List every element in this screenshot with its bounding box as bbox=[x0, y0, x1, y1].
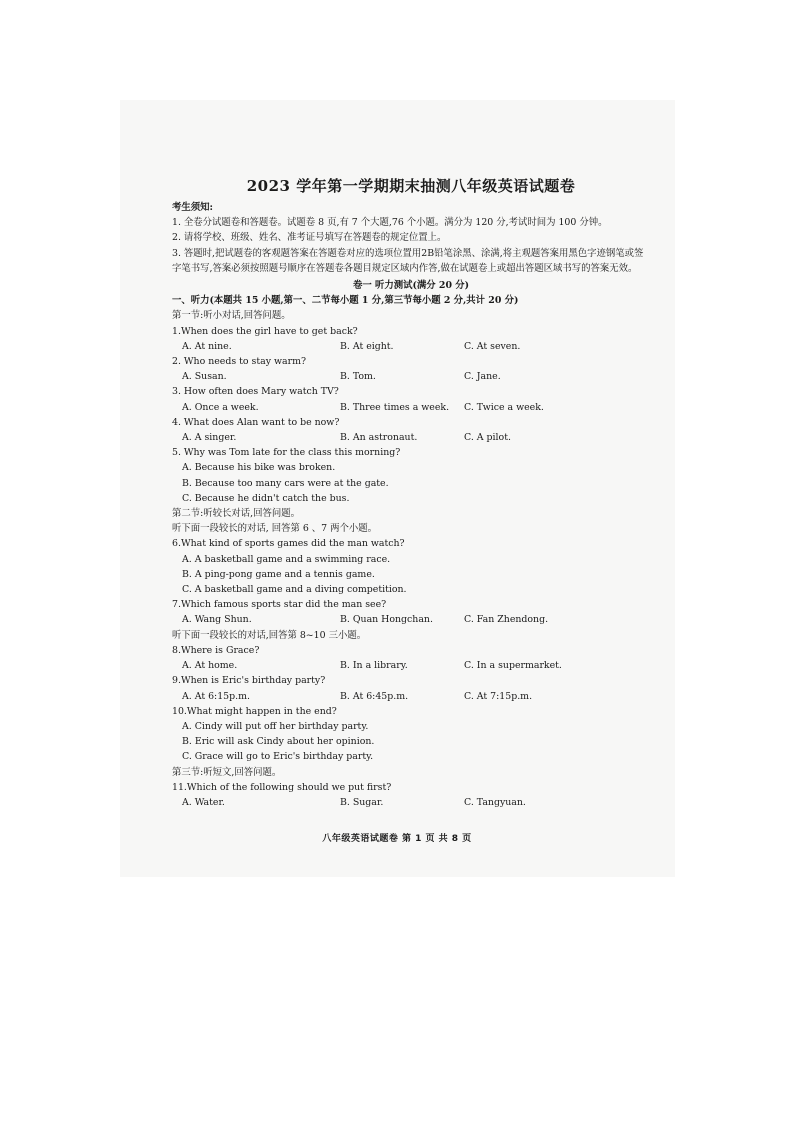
question-9: 9.When is Eric's birthday party? bbox=[172, 675, 326, 687]
option-b: B. Tom. bbox=[340, 371, 376, 383]
question-7: 7.Which famous sports star did the man see? bbox=[172, 599, 387, 611]
exam-title: 2023 学年第一学期期末抽测八年级英语试题卷 bbox=[246, 177, 576, 195]
option-a: A. At nine. bbox=[182, 340, 232, 352]
question-6: 6.What kind of sports games did the man watch? bbox=[172, 538, 405, 550]
question-3: 3. How often does Mary watch TV? bbox=[172, 386, 339, 398]
question-9-options bbox=[182, 689, 650, 704]
question-3-options bbox=[182, 400, 650, 415]
option-b: B. At 6:45p.m. bbox=[340, 690, 409, 702]
option-c: C. Because he didn't catch the bus. bbox=[182, 492, 350, 504]
option-c: C. Tangyuan. bbox=[464, 796, 526, 808]
option-a: A. Water. bbox=[182, 796, 225, 808]
option-b: B. Three times a week. bbox=[340, 401, 450, 413]
subsection-3: 第三节:听短文,回答问题。 bbox=[172, 766, 282, 778]
subsection-1: 第一节:听小对话,回答问题。 bbox=[172, 310, 291, 322]
section-title: 卷一 听力测试(满分 20 分) bbox=[352, 280, 470, 292]
notice-item-1: 1. 全卷分试题卷和答题卷。试题卷 8 页,有 7 个大题,76 个小题。满分为 120 分,考试时间为 100 分钟。 bbox=[172, 217, 608, 229]
option-a: A. A singer. bbox=[182, 432, 237, 444]
option-a: A. Cindy will put off her birthday party. bbox=[182, 720, 369, 732]
question-11: 11.Which of the following should we put first? bbox=[172, 781, 392, 793]
option-b: B. A ping-pong game and a tennis game. bbox=[182, 568, 375, 580]
option-b: B. Quan Hongchan. bbox=[340, 614, 433, 626]
instruction-q8-q10: 听下面一段较长的对话,回答第 8~10 三小题。 bbox=[172, 629, 367, 641]
instruction-q6-q7: 听下面一段较长的对话, 回答第 6 、7 两个小题。 bbox=[172, 523, 377, 535]
option-a: A. Susan. bbox=[182, 371, 227, 383]
option-b: B. Eric will ask Cindy about her opinion. bbox=[182, 736, 375, 748]
option-c: C. In a supermarket. bbox=[464, 660, 562, 672]
question-2: 2. Who needs to stay warm? bbox=[172, 356, 306, 368]
option-b: B. In a library. bbox=[340, 660, 408, 672]
option-c: C. At seven. bbox=[464, 340, 521, 352]
exam-page bbox=[172, 176, 650, 810]
question-10: 10.What might happen in the end? bbox=[172, 705, 337, 717]
question-4-options bbox=[182, 430, 650, 445]
question-7-options bbox=[182, 612, 650, 627]
subsection-2: 第二节:听较长对话,回答问题。 bbox=[172, 508, 301, 520]
option-b: B. Sugar. bbox=[340, 796, 384, 808]
question-4: 4. What does Alan want to be now? bbox=[172, 416, 340, 428]
option-c: C. At 7:15p.m. bbox=[464, 690, 533, 702]
option-c: C. A pilot. bbox=[464, 432, 511, 444]
notice-heading: 考生须知: bbox=[172, 202, 213, 213]
page-footer: 八年级英语试题卷 第 1 页 共 8 页 bbox=[322, 834, 472, 844]
option-b: B. Because too many cars were at the gate. bbox=[182, 477, 389, 489]
option-a: A. Because his bike was broken. bbox=[182, 462, 336, 474]
part-title: 一、听力(本题共 15 小题,第一、二节每小题 1 分,第三节每小题 2 分,共计 20 分) bbox=[172, 295, 519, 307]
question-8-options bbox=[182, 658, 650, 673]
question-1-options bbox=[182, 339, 650, 354]
notice-item-2: 2. 请将学校、班级、姓名、准考证号填写在答题卷的规定位置上。 bbox=[172, 232, 447, 244]
option-c: C. Jane. bbox=[464, 371, 501, 383]
option-c: C. Fan Zhendong. bbox=[464, 614, 549, 626]
option-a: A. At home. bbox=[182, 660, 238, 672]
question-11-options bbox=[182, 795, 650, 810]
option-b: B. At eight. bbox=[340, 340, 394, 352]
option-a: A. A basketball game and a swimming race. bbox=[182, 553, 391, 565]
option-b: B. An astronaut. bbox=[340, 432, 418, 444]
option-c: C. Grace will go to Eric's birthday party. bbox=[182, 751, 374, 763]
option-a: A. Once a week. bbox=[182, 401, 259, 413]
notice-block bbox=[172, 200, 650, 276]
notice-item-3: 3. 答题时,把试题卷的客观题答案在答题卷对应的选项位置用2B铅笔涂黑、涂满,将主观题答案用黑色字迹钢笔或签字笔书写,答案必须按照题号顺序在答题卷各题目规定区域内作答,做在试题卷上或超出答题区域书写的答案无效。 bbox=[172, 247, 644, 274]
option-a: A. Wang Shun. bbox=[182, 614, 252, 626]
question-1: 1.When does the girl have to get back? bbox=[172, 325, 358, 337]
question-2-options bbox=[182, 369, 650, 384]
option-c: C. A basketball game and a diving competition. bbox=[182, 584, 407, 596]
option-a: A. At 6:15p.m. bbox=[182, 690, 250, 702]
option-c: C. Twice a week. bbox=[464, 401, 544, 413]
question-5: 5. Why was Tom late for the class this morning? bbox=[172, 447, 401, 459]
question-8: 8.Where is Grace? bbox=[172, 644, 260, 656]
